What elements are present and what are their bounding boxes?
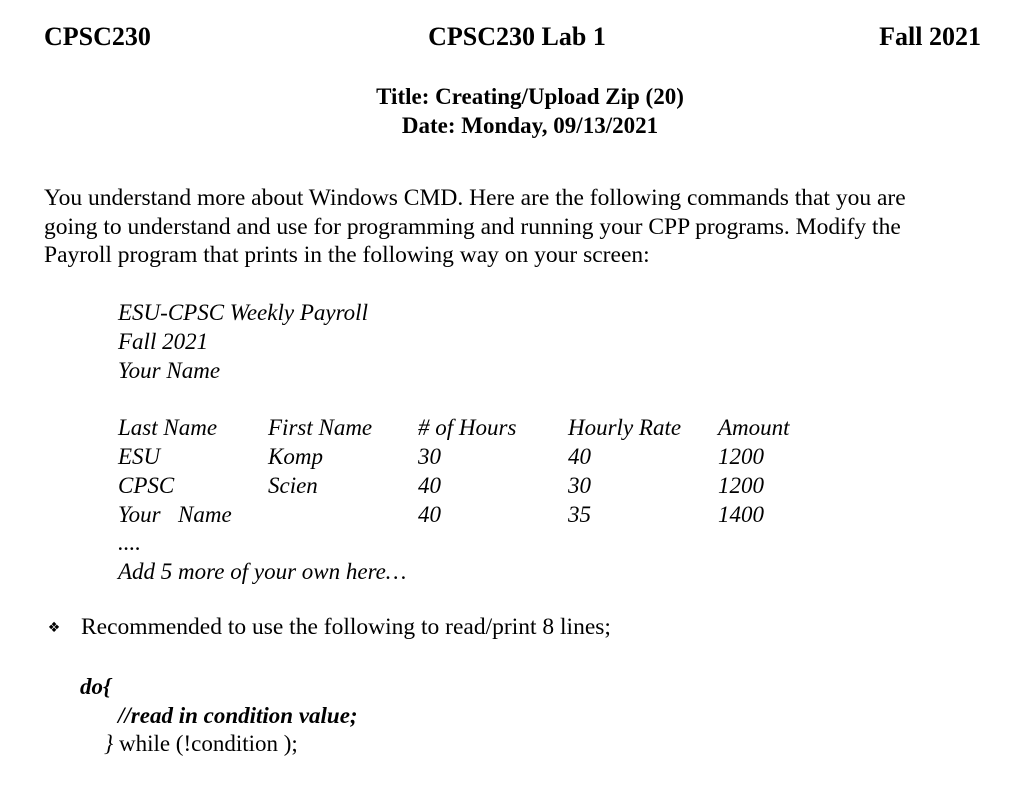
assignment-title: Title: Creating/Upload Zip (20) — [376, 84, 684, 109]
intro-line: going to understand and use for programming and running your CPP programs. Modify the — [44, 213, 901, 240]
code-do-line: do{ — [80, 674, 112, 699]
lab-title: CPSC230 Lab 1 — [428, 22, 606, 51]
cell-first-name: Scien — [268, 473, 318, 498]
intro-line: You understand more about Windows CMD. Here are the following commands that you are — [44, 185, 906, 211]
diamond-bullet-icon: ❖ — [47, 620, 61, 636]
cell-last-name: ESU — [118, 444, 161, 469]
column-header-hours: # of Hours — [418, 415, 517, 440]
cell-amount: 1200 — [718, 444, 764, 469]
sample-output-heading — [118, 298, 368, 385]
cell-amount: 1400 — [718, 502, 764, 527]
cell-rate: 30 — [568, 473, 591, 498]
cell-amount: 1200 — [718, 473, 764, 498]
ellipsis-marker: .... — [118, 530, 141, 555]
course-code: CPSC230 — [44, 22, 151, 51]
cell-rate: 35 — [568, 502, 591, 527]
payroll-heading: ESU-CPSC Weekly Payroll — [118, 300, 368, 325]
cell-first-name: Name — [178, 502, 232, 527]
code-while-line — [104, 729, 298, 758]
payroll-term: Fall 2021 — [118, 329, 209, 354]
cell-rate: 40 — [568, 444, 591, 469]
recommendation-text: Recommended to use the following to read/print 8 lines; — [81, 614, 611, 640]
assignment-date: Date: Monday, 09/13/2021 — [401, 113, 659, 138]
column-header-rate: Hourly Rate — [568, 415, 682, 440]
code-while-condition: while (!condition ); — [113, 731, 298, 756]
cell-last-name: Your — [118, 502, 161, 527]
cell-hours: 30 — [418, 444, 441, 469]
payroll-name: Your Name — [118, 358, 221, 383]
assignment-title-block — [0, 82, 1021, 140]
code-comment-line: //read in condition value; — [118, 703, 358, 728]
code-close-brace: } — [104, 731, 114, 756]
term-label: Fall 2021 — [879, 22, 981, 51]
cell-last-name: CPSC — [118, 473, 175, 498]
cell-first-name: Komp — [268, 444, 323, 469]
add-more-note: Add 5 more of your own here… — [118, 559, 407, 584]
intro-paragraph — [44, 184, 984, 270]
cell-hours: 40 — [418, 502, 441, 527]
cell-hours: 40 — [418, 473, 441, 498]
intro-line: Payroll program that prints in the following way on your screen: — [44, 242, 650, 268]
column-header-amount: Amount — [718, 415, 790, 440]
column-header-last-name: Last Name — [118, 415, 218, 440]
column-header-first-name: First Name — [268, 415, 373, 440]
